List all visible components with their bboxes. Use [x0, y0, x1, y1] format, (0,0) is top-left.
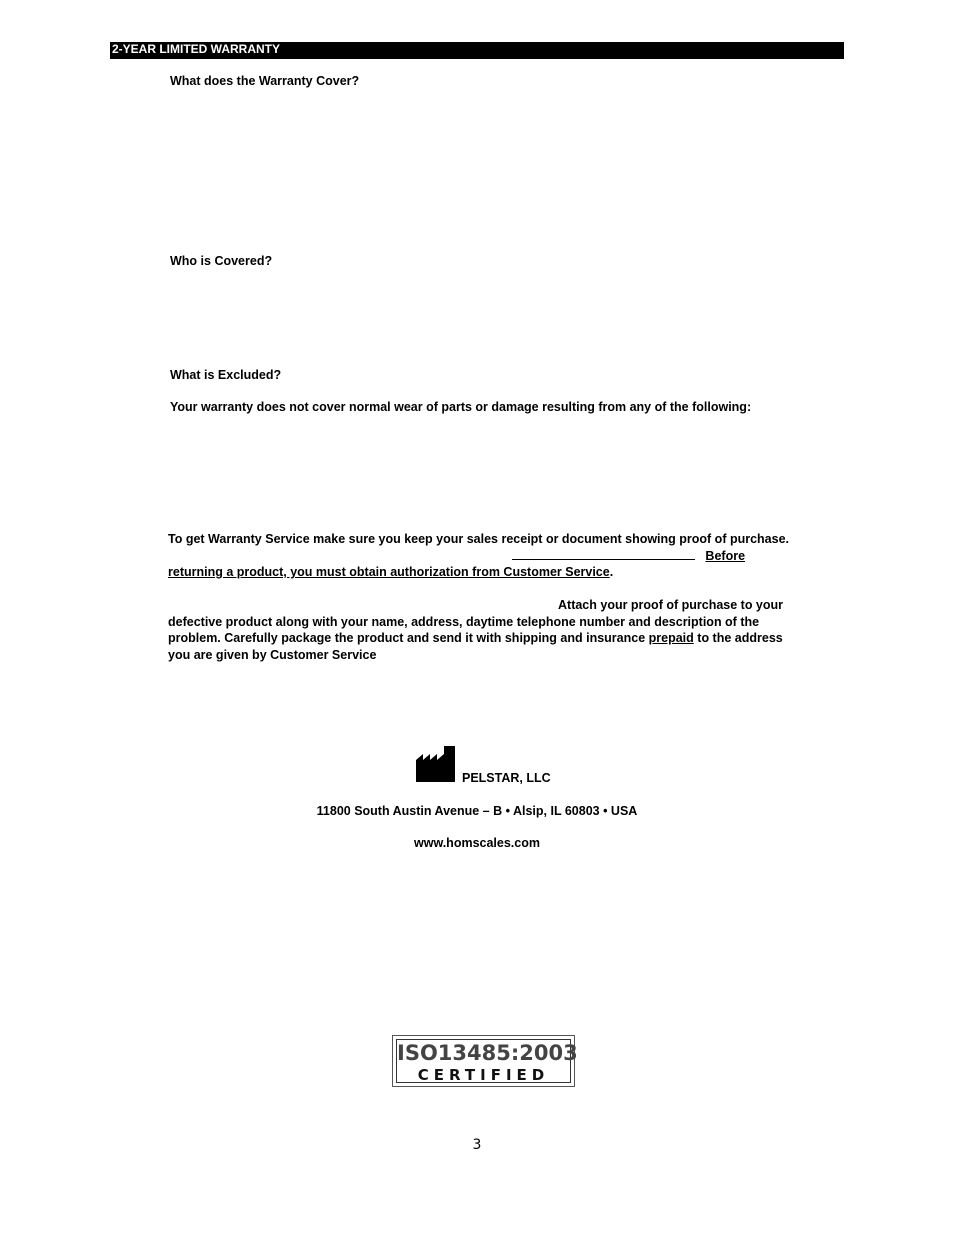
service-line-2: [168, 548, 793, 565]
iso-badge-frame: [396, 1039, 578, 1084]
page-number: 3: [472, 1137, 482, 1153]
company-website[interactable]: www.homscales.com: [414, 836, 540, 850]
coverage-heading: What does the Warranty Cover?: [170, 74, 360, 88]
service-body-start: defective product along with your name, address, daytime telephone number and description of the problem. Carefully package the product and send it with shipping and insurance: [168, 614, 760, 645]
service-paragraph-2-body: [168, 614, 793, 664]
service-line-1: To get Warranty Service make sure you keep your sales receipt or document showing proof of purchase.: [168, 532, 790, 546]
authorization-text: returning a product, you must obtain authorization from Customer Service: [168, 565, 610, 579]
company-address: 11800 South Austin Avenue – B • Alsip, IL 60803 • USA: [316, 804, 638, 818]
section-title: 2-YEAR LIMITED WARRANTY: [112, 42, 280, 56]
iso-standard: ISO13485:2003: [397, 1041, 578, 1065]
excluded-heading: What is Excluded?: [170, 368, 282, 382]
company-name: PELSTAR, LLC: [462, 771, 551, 785]
attach-line: Attach your proof of purchase to your: [558, 598, 784, 612]
covered-heading: Who is Covered?: [170, 254, 273, 268]
blank-line: [512, 549, 695, 560]
before-text: Before: [705, 548, 746, 563]
section-title-bar: [110, 42, 844, 59]
excluded-intro: Your warranty does not cover normal wear of parts or damage resulting from any of the following:: [170, 400, 752, 414]
service-line-3: [168, 564, 793, 581]
service-paragraph-1: [168, 531, 793, 581]
service-paragraph-2: [168, 597, 793, 663]
iso-certification-badge: [392, 1035, 578, 1087]
authorization-period: .: [609, 565, 614, 579]
manufacturer-icon: [416, 746, 455, 782]
prepaid-text: prepaid: [648, 631, 694, 645]
iso-certified-label: CERTIFIED: [417, 1066, 550, 1084]
service-body-end: to the address you are given by Customer Service: [168, 631, 783, 662]
